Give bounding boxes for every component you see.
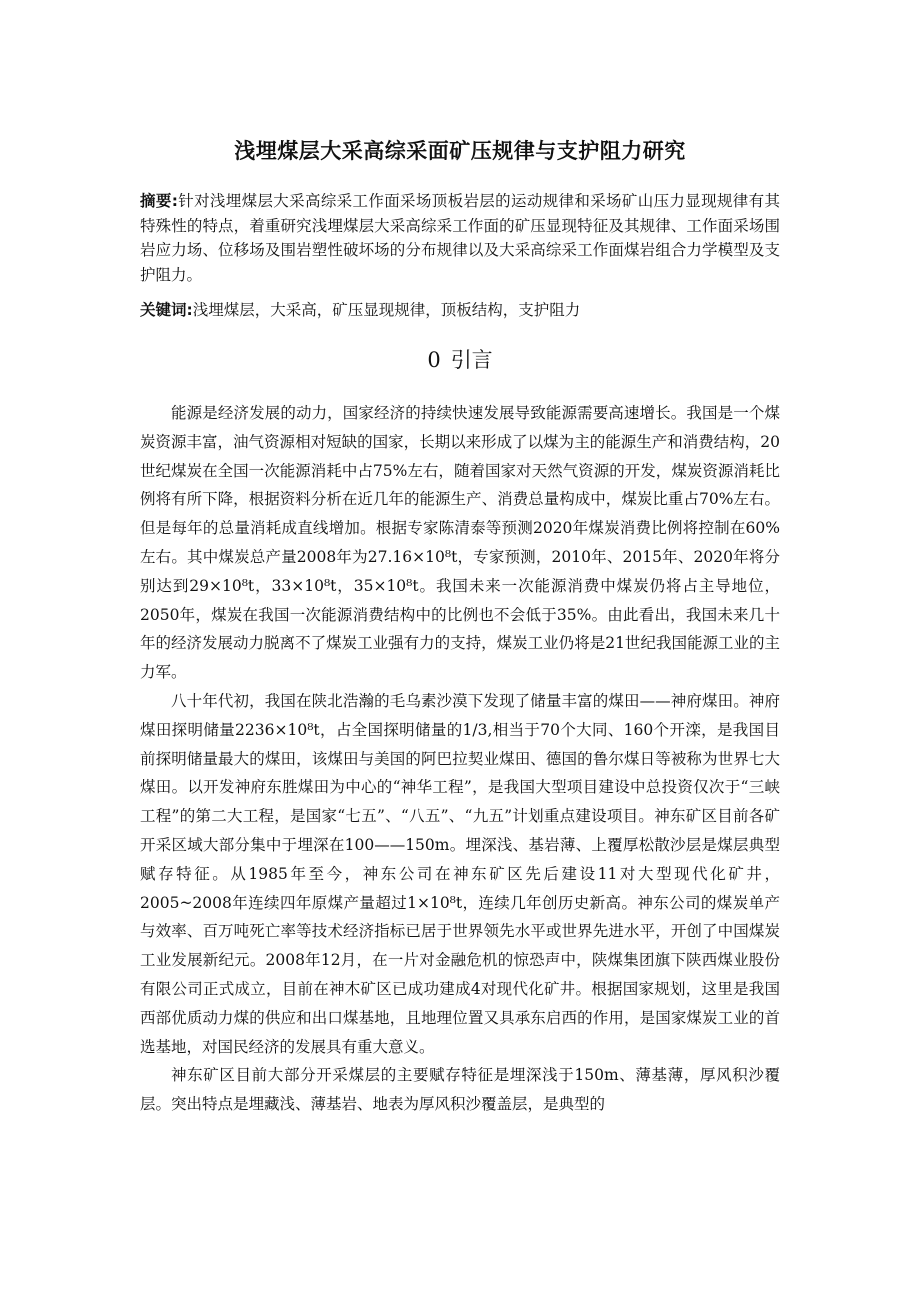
abstract-label: 摘要: (140, 192, 178, 210)
paper-title: 浅埋煤层大采高综采面矿压规律与支护阻力研究 (234, 139, 686, 163)
keywords-label: 关键词: (140, 301, 193, 319)
abstract (140, 189, 780, 287)
abstract-text: 针对浅埋煤层大采高综采工作面采场顶板岩层的运动规律和采场矿山压力显现规律有其特殊性的特点，着重研究浅埋煤层大采高综采工作面的矿压显现特征及其规律、工作面采场围岩应力场、位移场及围岩塑性破坏场的分布规律以及大采高综采工作面煤岩组合力学模型及支护阻力。 (140, 192, 780, 284)
paragraph: 八十年代初，我国在陕北浩瀚的毛乌素沙漠下发现了储量丰富的煤田——神府煤田。神府煤田探明储量2236×10⁸t，占全国探明储量的1/3,相当于70个大同、160个开滦，是我国目前探明储量最大的煤田，该煤田与美国的阿巴拉契业煤田、德国的鲁尔煤日等被称为世界七大煤田。以开发神府东胜煤田为中心的“神华工程”，是我国大型项目建设中总投资仅次于“三峡工程”的第二大工程，是国家“七五”、“八五”、“九五”计划重点建设项目。神东矿区目前各矿开采区域大部分集中于埋深在100——150m。埋深浅、基岩薄、上覆厚松散沙层是煤层典型赋存特征。从1985年至今，神东公司在神东矿区先后建设11对大型现代化矿井，2005~2008年连续四年原煤产量超过1×10⁸t，连续几年创历史新高。神东公司的煤炭单产与效率、百万吨死亡率等技术经济指标已居于世界领先水平或世界先进水平，开创了中国煤炭工业发展新纪元。2008年12月，在一片对金融危机的惊恐声中，陕煤集团旗下陕西煤业股份有限公司正式成立，目前在神木矿区已成功建成4对现代化矿井。根据国家规划，这里是我国西部优质动力煤的供应和出口煤基地，且地理位置又具承东启西的作用，是国家煤炭工业的首选基地，对国民经济的发展具有重大意义。 (140, 691, 780, 1056)
section-heading (0, 345, 920, 375)
section-title: 引言 (450, 348, 493, 372)
keywords (140, 298, 780, 323)
body-text (140, 399, 780, 1119)
section-number: 0 (427, 348, 441, 372)
paragraph: 能源是经济发展的动力，国家经济的持续快速发展导致能源需要高速增长。我国是一个煤炭资源丰富，油气资源相对短缺的国家，长期以来形成了以煤为主的能源生产和消费结构，20世纪煤炭在全国一次能源消耗中占75%左右，随着国家对天然气资源的开发，煤炭资源消耗比例将有所下降，根据资料分析在近几年的能源生产、消费总量构成中，煤炭比重占70%左右。但是每年的总量消耗成直线增加。根据专家陈清泰等预测2020年煤炭消费比例将控制在60%左右。其中煤炭总产量2008年为27.16×10⁸t，专家预测，2010年、2015年、2020年将分别达到29×10⁸t，33×10⁸t，35×10⁸t。我国未来一次能源消费中煤炭仍将占主导地位，2050年，煤炭在我国一次能源消费结构中的比例也不会低于35%。由此看出，我国未来几十年的经济发展动力脱离不了煤炭工业强有力的支持，煤炭工业仍将是21世纪我国能源工业的主力军。 (140, 404, 780, 682)
keywords-text: 浅埋煤层，大采高，矿压显现规律，顶板结构，支护阻力 (192, 301, 581, 319)
paragraph: 神东矿区目前大部分开采煤层的主要赋存特征是埋深浅于150m、薄基薄，厚风积沙覆层。突出特点是埋藏浅、薄基岩、地表为厚风积沙覆盖层，是典型的 (140, 1066, 780, 1114)
